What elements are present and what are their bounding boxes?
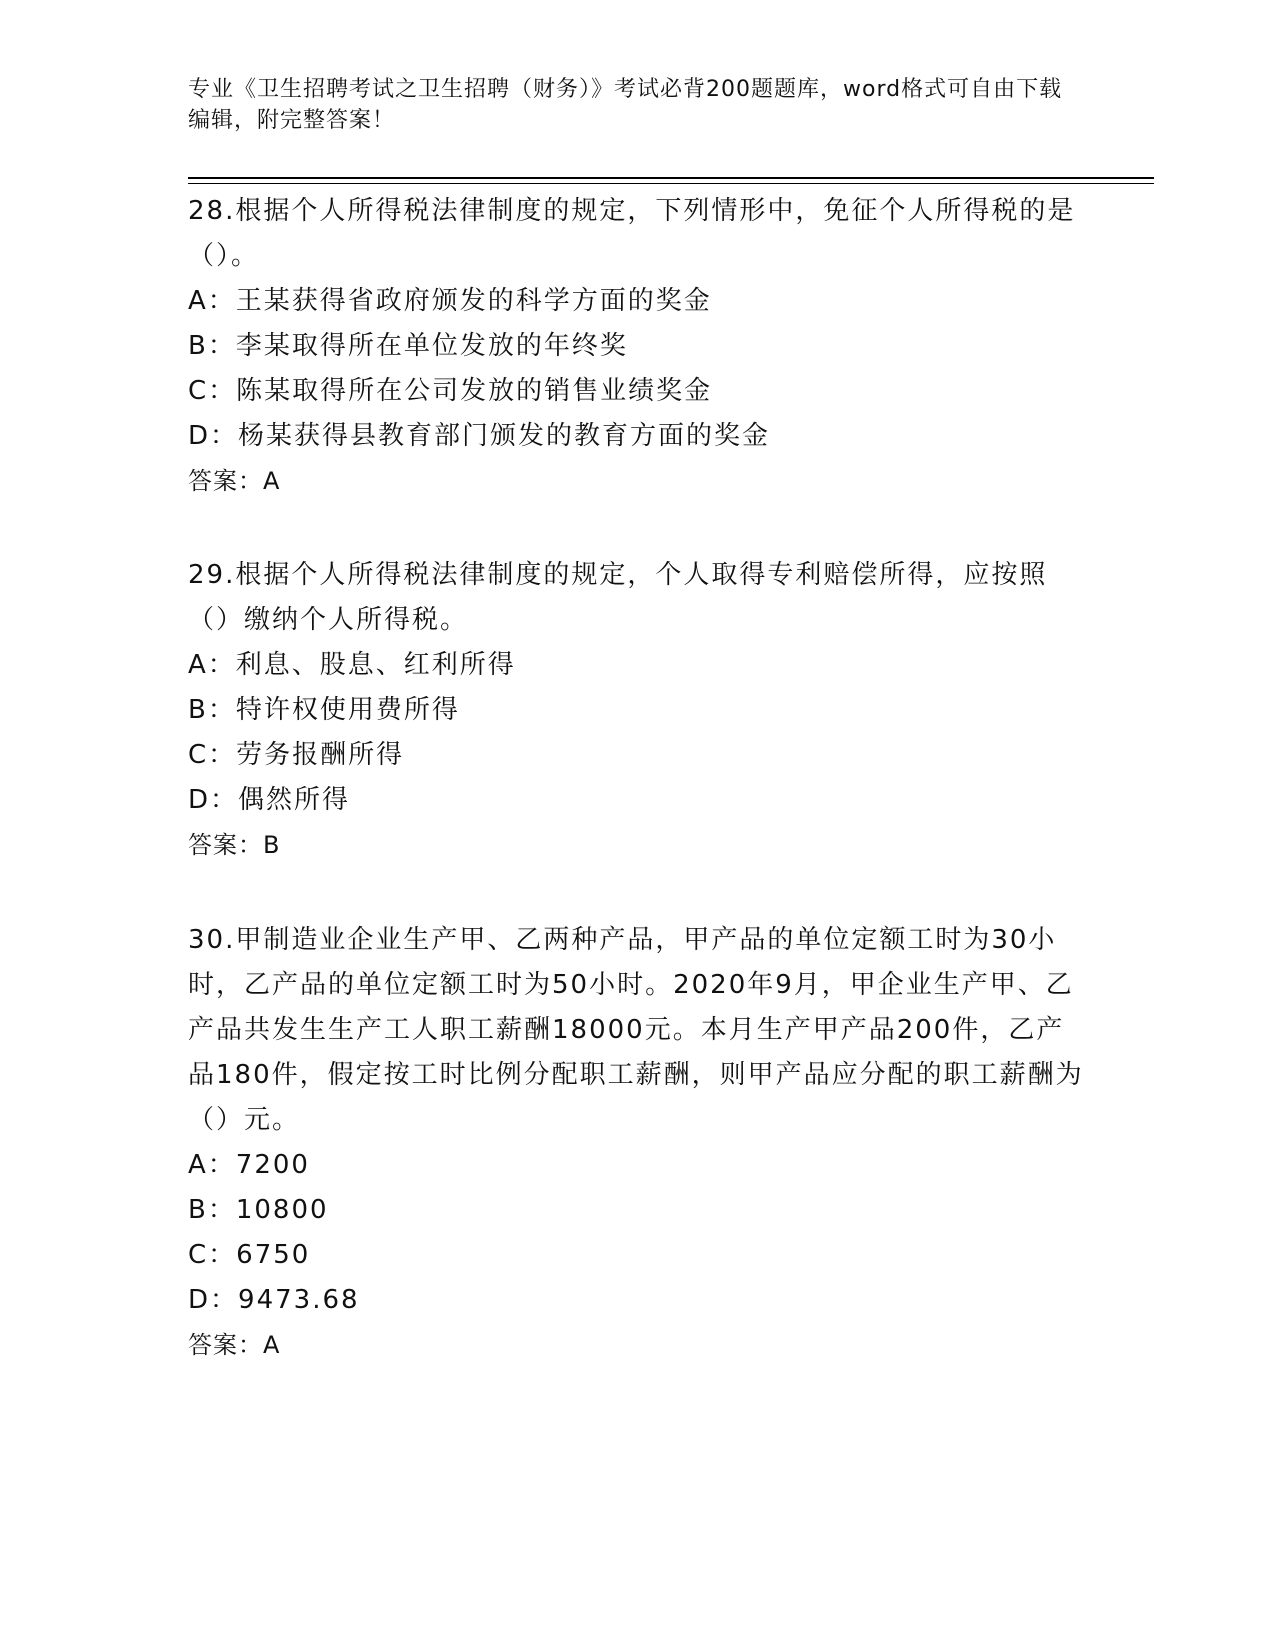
option-b: B：10800: [188, 1195, 329, 1225]
header-divider-thin: [188, 183, 1154, 184]
question-28: [188, 189, 1088, 504]
option-d: D：9473.68: [188, 1285, 360, 1315]
option-c: C：6750: [188, 1240, 311, 1270]
option-a: A：7200: [188, 1150, 310, 1180]
document-header: 专业《卫生招聘考试之卫生招聘（财务）》考试必背200题题库，word格式可自由下载编辑，附完整答案！: [188, 77, 1063, 133]
option-c: C：陈某取得所在公司发放的销售业绩奖金: [188, 376, 713, 406]
answer-line: 答案：B: [188, 831, 281, 859]
answer-line: 答案：A: [188, 467, 281, 495]
question-29: [188, 553, 1088, 868]
question-30: [188, 918, 1088, 1368]
answer-line: 答案：A: [188, 1331, 281, 1359]
option-c: C：劳务报酬所得: [188, 740, 405, 770]
option-d: D：偶然所得: [188, 785, 351, 815]
option-b: B：李某取得所在单位发放的年终奖: [188, 331, 628, 361]
option-d: D：杨某获得县教育部门颁发的教育方面的奖金: [188, 421, 771, 451]
question-stem: 28.根据个人所得税法律制度的规定，下列情形中，免征个人所得税的是（）。: [188, 196, 1076, 271]
option-b: B：特许权使用费所得: [188, 695, 460, 725]
option-a: A：利息、股息、红利所得: [188, 650, 516, 680]
question-stem: 30.甲制造业企业生产甲、乙两种产品，甲产品的单位定额工时为30小时，乙产品的单位定额工时为50小时。2020年9月，甲企业生产甲、乙产品共发生生产工人职工薪酬18000元。本月生产甲产品200件，乙产品180件，假定按工时比例分配职工薪酬，则甲产品应分配的职工薪酬为（）元。: [188, 925, 1084, 1135]
option-a: A：王某获得省政府颁发的科学方面的奖金: [188, 286, 712, 316]
question-stem: 29.根据个人所得税法律制度的规定，个人取得专利赔偿所得，应按照（）缴纳个人所得税。: [188, 560, 1048, 635]
header-divider-thick: [188, 177, 1154, 179]
